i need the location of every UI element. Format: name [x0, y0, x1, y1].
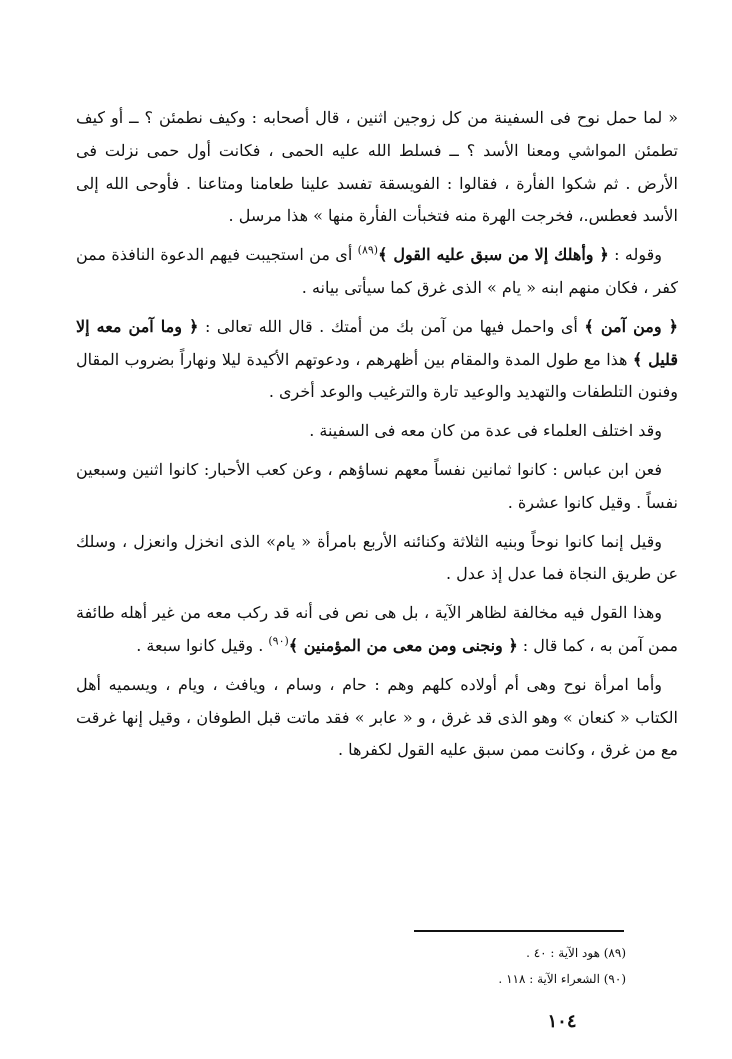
footnote-90: (٩٠) الشعراء الآية : ١١٨ .: [498, 972, 626, 986]
paragraph-7: [76, 597, 678, 663]
paragraph-7-intro: وهذا القول فيه مخالفة لظاهر الآية ، بل هى نص فى أنه قد ركب معه من غير أهله طائفة ممن آمن به ، كما قال :: [76, 603, 678, 655]
footnote-ref-89[interactable]: (٨٩): [357, 243, 379, 257]
paragraph-6: [76, 526, 678, 592]
paragraph-6-text: وقيل إنما كانوا نوحاً وبنيه الثلاثة وكنائنه الأربع بامرأة « يام» الذى انخزل وانعزل ، وسلك عن طريق النجاة فما عدل إذ عدل .: [76, 531, 678, 584]
quran-quote-4: ﴿ ونجنى ومن معى من المؤمنين ﴾: [288, 635, 518, 655]
paragraph-5-text: فعن ابن عباس : كانوا ثمانين نفساً معهم نساؤهم ، وعن كعب الأحبار: كانوا اثنين وسبعين نفساً . وقيل كانوا عشرة .: [76, 459, 678, 512]
paragraph-4: [76, 415, 678, 448]
paragraph-1: [76, 102, 678, 233]
footnote-divider: [414, 930, 624, 932]
footnote-ref-90[interactable]: (٩٠): [268, 634, 289, 648]
paragraph-4-text: وقد اختلف العلماء فى عدة من كان معه فى السفينة .: [309, 421, 662, 441]
paragraph-5: [76, 454, 678, 520]
paragraph-3-mid: أى واحمل فيها من آمن بك من أمتك . قال الله تعالى :: [198, 316, 585, 336]
paragraph-1-text: « لما حمل نوح فى السفينة من كل زوجين اثنين ، قال أصحابه : وكيف نطمئن ؟ ــ أو كيف تطمئن المواشي ومعنا الأسد ؟ ــ فسلط الله عليه الحمى ، فكانت أول حمى نزلت فى الأرض . ثم شكوا الفأرة ، فقالوا : الفويسقة تفسد علينا طعامنا ومتاعنا . فأوحى الله إلى الأسد فعطس.، فخرجت الهرة منه فتخبأت الفأرة منها » هذا مرسل .: [76, 108, 678, 226]
quran-quote-3: ﴿ وما آمن معه إلا قليل ﴾: [76, 316, 678, 369]
body-text: [76, 102, 678, 773]
quran-quote-1: ﴿ وأهلك إلا من سبق عليه القول ﴾: [378, 245, 609, 265]
paragraph-3-text: هذا مع طول المدة والمقام بين أظهرهم ، ودعوتهم الأكيدة ليلا ونهاراً بضروب المقال وفنون التلطفات والتهديد والوعيد تارة والترغيب والوعد أخرى .: [76, 349, 678, 402]
paragraph-8-text: وأما امرأة نوح وهى أم أولاده كلهم وهم : حام ، وسام ، ويافث ، ويام ، ويسميه أهل الكتاب « كنعان » وهو الذى قد غرق ، و « عابر » فقد ماتت قبل الطوفان ، وقيل إنها غرقت مع من غرق ، وكانت ممن سبق عليه القول لكفرها .: [76, 674, 678, 760]
paragraph-3: [76, 311, 678, 409]
paragraph-2-intro: وقوله :: [608, 245, 663, 265]
paragraph-2: [76, 239, 678, 305]
page-number: ١٠٤: [547, 1011, 577, 1032]
quran-quote-2: ﴿ ومن آمن ﴾: [584, 316, 678, 336]
paragraph-8: [76, 669, 678, 767]
paragraph-7-text: . وقيل كانوا سبعة .: [136, 635, 269, 655]
paragraph-2-text: أى من استجيبت فيهم الدعوة النافذة ممن كفر ، فكان منهم ابنه « يام » الذى غرق كما سيأتى بيانه .: [76, 245, 678, 297]
footnotes: [330, 940, 626, 992]
footnote-89: (٨٩) هود الآية : ٤٠ .: [526, 946, 626, 960]
